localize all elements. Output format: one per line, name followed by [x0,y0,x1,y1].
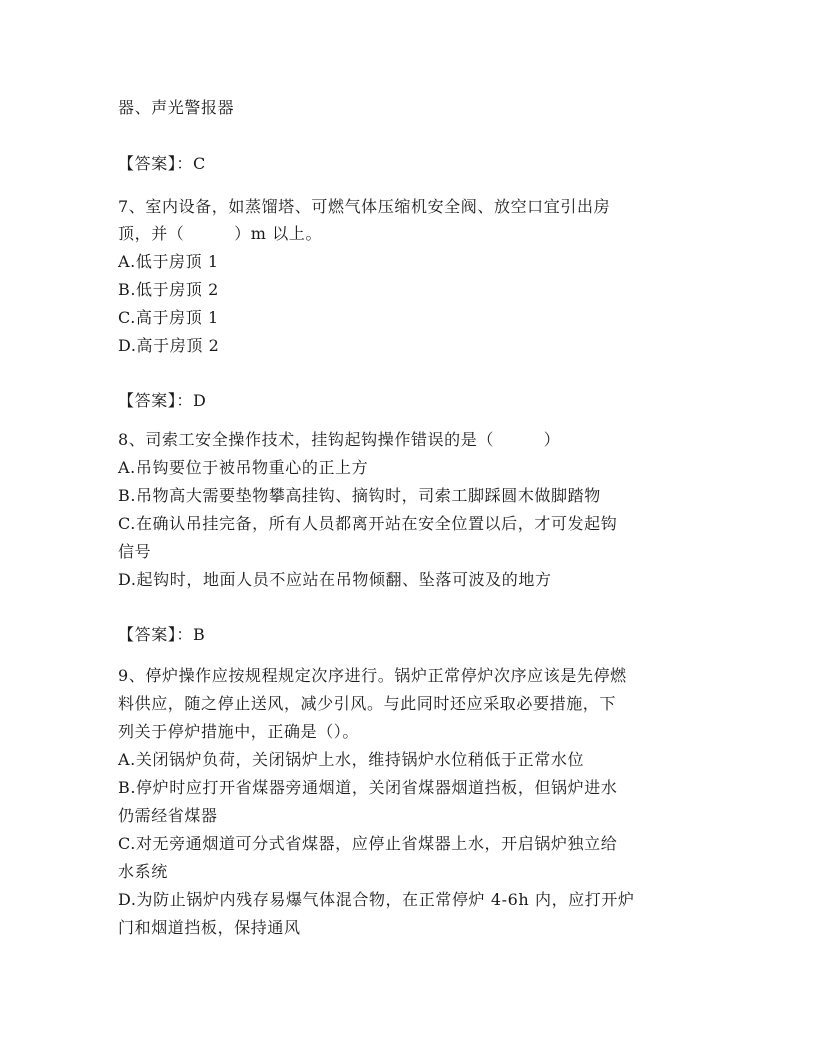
question-7-option-c: C.高于房顶 1 [118,308,219,327]
question-9-stem-line1: 9、停炉操作应按规程规定次序进行。锅炉正常停炉次序应该是先停燃 [118,666,627,685]
question-7-option-b: B.低于房顶 2 [118,280,219,299]
question-8-stem: 8、司索工安全操作技术，挂钩起钩操作错误的是（ ） [118,430,561,449]
continuation-text: 器、声光警报器 [118,98,235,117]
question-9-stem-line3: 列关于停炉措施中，正确是（）。 [118,722,360,741]
question-7-stem-line2: 顶，并（ ）m 以上。 [118,224,323,243]
question-8-option-a: A.吊钩要位于被吊物重心的正上方 [118,458,369,477]
question-9-option-a: A.关闭锅炉负荷，关闭锅炉上水，维持锅炉水位稍低于正常水位 [118,750,585,769]
question-9-stem-line2: 料供应，随之停止送风，减少引风。与此同时还应采取必要措施，下 [118,694,617,713]
answer-q7: 【答案】：D [118,391,207,410]
question-9-option-b-line2: 仍需经省煤器 [118,806,218,825]
answer-q8: 【答案】：B [118,625,206,644]
question-9-option-c-line1: C.对无旁通烟道可分式省煤器，应停止省煤器上水，开启锅炉独立给 [118,834,618,853]
question-9-option-c-line2: 水系统 [118,862,168,881]
question-8-option-c-line1: C.在确认吊挂完备，所有人员都离开站在安全位置以后，才可发起钩 [118,514,618,533]
question-9-option-d-line2: 门和烟道挡板，保持通风 [118,918,301,937]
answer-q6: 【答案】：C [118,154,206,173]
question-8-option-b: B.吊物高大需要垫物攀高挂钩、摘钩时，司索工脚踩圆木做脚踏物 [118,486,601,505]
question-7-stem-line1: 7、室内设备，如蒸馏塔、可燃气体压缩机安全阀、放空口宜引出房 [118,197,611,216]
question-8-option-c-line2: 信号 [118,542,152,561]
question-7-option-a: A.低于房顶 1 [118,252,219,271]
question-9-option-d-line1: D.为防止锅炉内残存易爆气体混合物，在正常停炉 4-6h 内，应打开炉 [118,890,635,909]
question-9-option-b-line1: B.停炉时应打开省煤器旁通烟道，关闭省煤器烟道挡板，但锅炉进水 [118,778,618,797]
question-8-option-d: D.起钩时，地面人员不应站在吊物倾翻、坠落可波及的地方 [118,570,552,589]
question-7-option-d: D.高于房顶 2 [118,336,220,355]
